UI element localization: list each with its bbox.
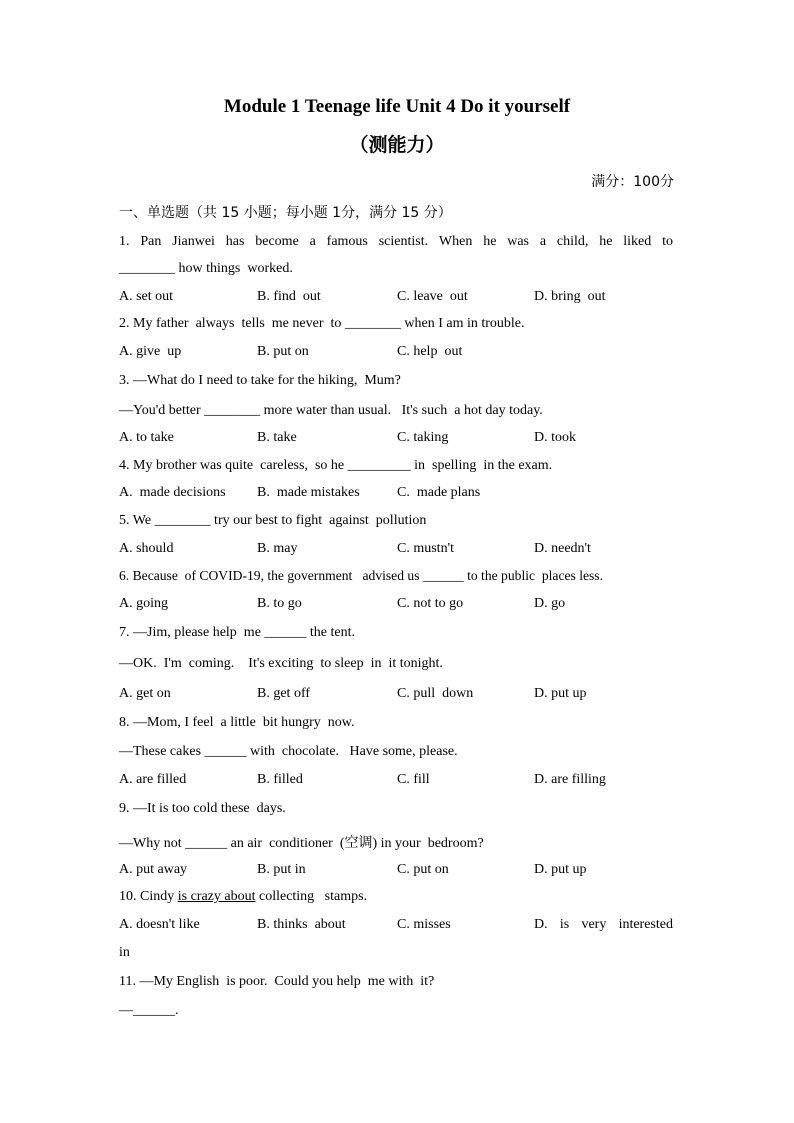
option-b[interactable]: B. to go: [257, 596, 302, 611]
word: scientist.: [378, 234, 429, 249]
option-b[interactable]: B. get off: [257, 686, 311, 701]
question-5-stem: 5. We ________ try our best to fight against pollution: [119, 513, 427, 528]
word: he: [599, 234, 613, 249]
question-3-response: —You'd better ________ more water than usual. It's such a hot day today.: [119, 403, 543, 418]
question-8-response: —These cakes ______ with chocolate. Have some, please.: [119, 744, 458, 759]
option-d[interactable]: D. put up: [534, 862, 587, 877]
option-a[interactable]: A. made decisions: [119, 485, 226, 500]
question-9-stem: 9. —It is too cold these days.: [119, 801, 286, 816]
option-c[interactable]: C. pull down: [397, 686, 474, 701]
word: famous: [326, 234, 368, 249]
option-a[interactable]: A. to take: [119, 430, 174, 445]
option-d-cont: in: [119, 945, 130, 960]
word: When: [438, 234, 473, 249]
word: a: [539, 234, 547, 249]
question-11-stem: 11. —My English is poor. Could you help me with it?: [119, 974, 435, 989]
option-a[interactable]: A. set out: [119, 289, 174, 304]
question-2-stem: 2. My father always tells me never to ________ when I am in trouble.: [119, 316, 525, 331]
question-7-response: —OK. I'm coming. It's exciting to sleep in it tonight.: [119, 656, 443, 671]
total-score: 满分：100分: [591, 174, 674, 190]
option-d[interactable]: D. go: [534, 596, 566, 611]
option-c[interactable]: C. not to go: [397, 596, 464, 611]
word: 1.: [119, 234, 130, 249]
word: become: [255, 234, 299, 249]
word: to: [662, 234, 673, 249]
question-10-stem: [119, 889, 367, 905]
page-subtitle: （测能力）: [349, 134, 445, 156]
option-c[interactable]: C. fill: [397, 772, 430, 787]
option-b[interactable]: B. made mistakes: [257, 485, 360, 500]
question-7-stem: 7. —Jim, please help me ______ the tent.: [119, 625, 356, 640]
option-b[interactable]: B. put in: [257, 862, 306, 877]
option-c[interactable]: C. made plans: [397, 485, 481, 500]
question-6-stem: 6. Because of COVID-19, the government advised us ______ to the public places less.: [119, 568, 603, 583]
option-b[interactable]: B. put on: [257, 344, 309, 359]
stem-suffix: collecting stamps.: [255, 889, 368, 904]
option-c[interactable]: C. mustn't: [397, 541, 454, 556]
option-d[interactable]: D. bring out: [534, 289, 606, 304]
option-c[interactable]: C. put on: [397, 862, 449, 877]
option-b[interactable]: B. take: [257, 430, 297, 445]
word: D.: [534, 917, 548, 932]
option-d[interactable]: [534, 917, 673, 933]
word: Jianwei: [172, 234, 215, 249]
option-a[interactable]: A. doesn't like: [119, 917, 200, 932]
question-1-stem: [119, 234, 673, 250]
word: he: [483, 234, 497, 249]
question-3-stem: 3. —What do I need to take for the hiking, Mum?: [119, 373, 401, 388]
option-c[interactable]: C. help out: [397, 344, 463, 359]
word: is: [559, 917, 570, 932]
question-1-stem-cont: ________ how things worked.: [119, 261, 293, 276]
option-d[interactable]: D. took: [534, 430, 576, 445]
option-a[interactable]: A. get on: [119, 686, 171, 701]
word: liked: [623, 234, 652, 249]
question-9-response: —Why not ______ an air conditioner (空调) in your bedroom?: [119, 836, 484, 851]
section-heading: 一、单选题（共 15 小题；每小题 1分，满分 15 分）: [119, 205, 452, 221]
option-d[interactable]: D. needn't: [534, 541, 591, 556]
option-b[interactable]: B. thinks about: [257, 917, 346, 932]
word: very: [581, 917, 607, 932]
option-c[interactable]: C. leave out: [397, 289, 468, 304]
word: has: [225, 234, 245, 249]
option-b[interactable]: B. filled: [257, 772, 303, 787]
word: child,: [556, 234, 589, 249]
option-c[interactable]: C. misses: [397, 917, 451, 932]
word: was: [507, 234, 530, 249]
option-a[interactable]: A. put away: [119, 862, 188, 877]
word: interested: [618, 917, 673, 932]
option-a[interactable]: A. are filled: [119, 772, 187, 787]
option-c[interactable]: C. taking: [397, 430, 449, 445]
question-8-stem: 8. —Mom, I feel a little bit hungry now.: [119, 715, 355, 730]
word: a: [309, 234, 316, 249]
option-b[interactable]: B. find out: [257, 289, 321, 304]
question-11-response: —______.: [119, 1003, 179, 1018]
option-d[interactable]: D. are filling: [534, 772, 606, 787]
option-a[interactable]: A. give up: [119, 344, 182, 359]
option-d[interactable]: D. put up: [534, 686, 587, 701]
word: Pan: [140, 234, 162, 249]
page-title: Module 1 Teenage life Unit 4 Do it yourself: [223, 96, 571, 117]
underlined-phrase: is crazy about: [177, 889, 256, 904]
question-4-stem: 4. My brother was quite careless, so he _________ in spelling in the exam.: [119, 458, 553, 473]
stem-prefix: 10. Cindy: [119, 889, 178, 904]
option-a[interactable]: A. going: [119, 596, 168, 611]
option-b[interactable]: B. may: [257, 541, 298, 556]
option-a[interactable]: A. should: [119, 541, 174, 556]
